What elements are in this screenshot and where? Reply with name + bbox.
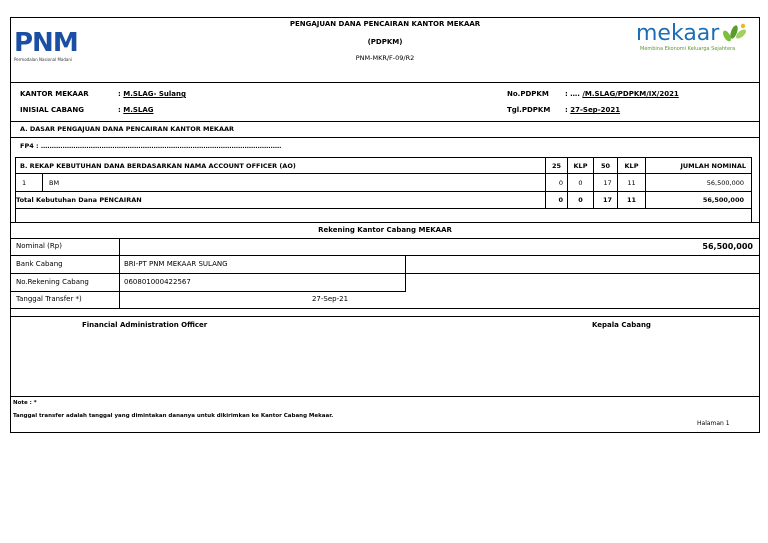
col-header-25: 25 bbox=[551, 162, 562, 170]
no-pdpkm-value bbox=[565, 90, 679, 98]
rekening-row1-bottom bbox=[10, 255, 760, 256]
bank-value: BRI-PT PNM MEKAAR SULANG bbox=[124, 260, 228, 268]
nominal-value: 56,500,000 bbox=[702, 242, 753, 251]
rekening-right bbox=[751, 208, 752, 222]
mekaar-logo-subtitle: Membina Ekonomi Keluarga Sejahtera bbox=[640, 46, 736, 52]
document-subtitle: (PDPKM) bbox=[367, 38, 403, 46]
row-total: 56,500,000 bbox=[706, 179, 744, 187]
no-pdpkm-prefix: : …. bbox=[565, 90, 583, 98]
bank-label: Bank Cabang bbox=[16, 260, 63, 268]
kantor-name: M.SLAG- Sulang bbox=[123, 90, 187, 98]
section-a-bottom bbox=[10, 137, 760, 138]
tgl-pdpkm-date: 27-Sep-2021 bbox=[570, 106, 621, 114]
kantor-value bbox=[118, 90, 186, 98]
table-b-total-bottom bbox=[15, 208, 752, 209]
total-50: 17 bbox=[602, 196, 613, 204]
norek-label: No.Rekening Cabang bbox=[16, 278, 89, 286]
inisial-value bbox=[118, 106, 154, 114]
table-b-col-no bbox=[42, 173, 43, 191]
signature-top bbox=[10, 316, 760, 317]
note-label: Note : * bbox=[13, 400, 37, 406]
border-right bbox=[759, 17, 760, 433]
rekening-title-bottom bbox=[10, 238, 760, 239]
col-header-50: 50 bbox=[600, 162, 611, 170]
pnm-logo-text: PNM bbox=[14, 28, 78, 58]
total-klp2: 11 bbox=[626, 196, 637, 204]
row-value-klp1: 0 bbox=[578, 179, 583, 187]
row-value-25: 0 bbox=[558, 179, 563, 187]
tanggal-value: 27-Sep-21 bbox=[311, 295, 349, 303]
rekening-left bbox=[15, 208, 16, 222]
col-header-klp2: KLP bbox=[624, 162, 639, 170]
kantor-label: KANTOR MEKAAR bbox=[20, 90, 89, 98]
row-value-klp2: 11 bbox=[627, 179, 636, 187]
header-divider bbox=[10, 82, 760, 83]
pnm-logo bbox=[14, 30, 94, 62]
page-number: Halaman 1 bbox=[697, 420, 730, 427]
inisial-code: M.SLAG bbox=[123, 106, 154, 114]
total-value: 56,500,000 bbox=[702, 196, 744, 204]
norek-value: 060801000422567 bbox=[124, 278, 191, 286]
document-title: PENGAJUAN DANA PENCAIRAN KANTOR MEKAAR bbox=[289, 20, 481, 28]
note-top bbox=[10, 396, 760, 397]
table-b-right bbox=[751, 157, 752, 208]
signature-left: Financial Administration Officer bbox=[82, 321, 208, 329]
note-text: Tanggal transfer adalah tanggal yang dimintakan dananya untuk dikirimkan ke Kantor Cabang Mekaar. bbox=[13, 413, 334, 419]
tgl-pdpkm-value bbox=[565, 106, 620, 114]
leaf-icon bbox=[719, 22, 747, 46]
nominal-label: Nominal (Rp) bbox=[16, 242, 62, 250]
inisial-label: INISIAL CABANG bbox=[20, 106, 84, 114]
form-code: PNM-MKR/F-09/R2 bbox=[355, 54, 415, 62]
pnm-logo-subtitle: Permodalan Nasional Madani bbox=[14, 57, 73, 62]
mekaar-logo bbox=[636, 22, 761, 64]
total-klp1: 0 bbox=[578, 196, 583, 204]
border-bottom bbox=[10, 432, 760, 433]
section-b-title: B. REKAP KEBUTUHAN DANA BERDASARKAN NAMA ACCOUNT OFFICER (AO) bbox=[20, 162, 296, 170]
tanggal-label: Tanggal Transfer *) bbox=[16, 295, 82, 303]
total-label: Total Kebutuhan Dana PENCAIRAN bbox=[16, 196, 142, 204]
rekening-row4-bottom bbox=[10, 308, 760, 309]
no-pdpkm-number: /M.SLAG/PDPKM/IX/2021 bbox=[582, 90, 679, 98]
rekening-top bbox=[10, 222, 760, 223]
no-pdpkm-label: No.PDPKM bbox=[507, 90, 549, 98]
table-b-header-bottom bbox=[15, 173, 752, 174]
total-25: 0 bbox=[558, 196, 563, 204]
col-header-total: JUMLAH NOMINAL bbox=[680, 162, 746, 170]
table-b-row1-bottom bbox=[15, 191, 752, 192]
fp4-line: FP4 : ………………………………………………………………………………………………… bbox=[20, 142, 282, 150]
border-left bbox=[10, 17, 11, 433]
row-value-50: 17 bbox=[603, 179, 612, 187]
row-ao-name: BM bbox=[49, 179, 60, 187]
border-top bbox=[10, 17, 760, 18]
rekening-row2-bottom bbox=[10, 273, 760, 274]
row-no: 1 bbox=[22, 179, 27, 187]
signature-right: Kepala Cabang bbox=[592, 321, 651, 329]
rekening-row3-bottom bbox=[10, 291, 406, 292]
col-header-klp1: KLP bbox=[573, 162, 588, 170]
section-a-title: A. DASAR PENGAJUAN DANA PENCAIRAN KANTOR MEKAAR bbox=[20, 125, 235, 133]
tgl-pdpkm-prefix: : bbox=[565, 106, 571, 114]
inisial-prefix: : bbox=[118, 106, 124, 114]
tgl-pdpkm-label: Tgl.PDPKM bbox=[507, 106, 551, 114]
mekaar-logo-text: mekaar bbox=[636, 21, 720, 46]
table-b-top bbox=[15, 157, 752, 158]
rekening-title: Rekening Kantor Cabang MEKAAR bbox=[318, 226, 452, 234]
section-a-top bbox=[10, 121, 760, 122]
kantor-prefix: : bbox=[118, 90, 124, 98]
